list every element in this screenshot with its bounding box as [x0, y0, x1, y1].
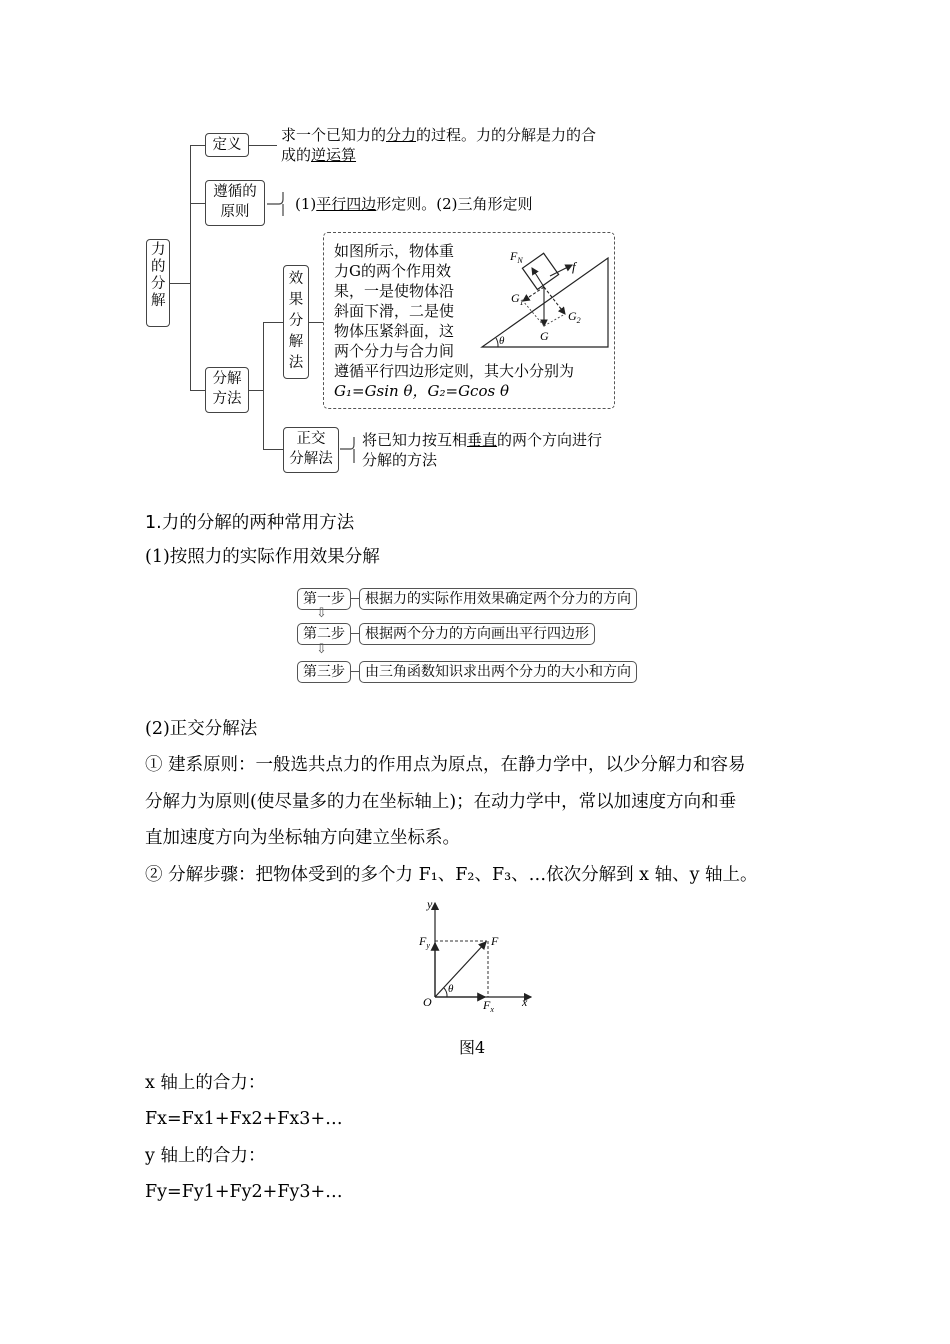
mindmap-principle-box: 遵循的 原则 [205, 180, 265, 226]
section-title: 1.力的分解的两种常用方法 [145, 513, 355, 533]
x-sum-formula: Fx=Fx1+Fx2+Fx3+… [145, 1109, 343, 1129]
svg-text:x: x [522, 995, 528, 1009]
mindmap-methods-box: 分解 方法 [205, 367, 249, 413]
effect-panel-text: 如图所示，物体重 力G的两个作用效 果，一是使物体沿 斜面下滑，二是使 物体压紧斜面，这 两个分力与合力间 遵循平行四边形定则，其大小分别为 G₁=Gsin θ，G₂=Gcos θ [334, 242, 575, 400]
step-3-text: 由三角函数知识求出两个分力的大小和方向 [359, 661, 637, 683]
coordinate-figure [415, 895, 540, 1015]
arrow-down-icon: ⇩ [316, 606, 327, 621]
svg-text:θ: θ [448, 983, 454, 995]
svg-text:θ: θ [499, 335, 505, 347]
svg-text:F: F [491, 934, 499, 948]
mindmap-orthogonal-box: 正交 分解法 [283, 427, 339, 473]
paragraph-principle-l3: 直加速度方向为坐标轴方向建立坐标系。 [145, 828, 460, 848]
subsection-orthogonal: (2)正交分解法 [145, 719, 258, 739]
subsection-effect: (1)按照力的实际作用效果分解 [145, 547, 380, 567]
force-vector [435, 942, 486, 997]
svg-text:G1: $G_1$ [511, 291, 524, 307]
mindmap-effect-box: 效 果 分 解 法 [283, 265, 309, 379]
step-3-label: 第三步 [297, 661, 351, 683]
mindmap-definition-box [205, 133, 249, 157]
paragraph-principle-l1: ① 建系原则：一般选共点力的作用点为原点，在静力学中，以少分解力和容易 [145, 755, 746, 775]
mindmap-definition-text: 求一个已知力的分力的过程。力的分解是力的合 成的逆运算 [281, 126, 597, 164]
step-1-text: 根据力的实际作用效果确定两个分力的方向 [359, 588, 637, 610]
mindmap-definition-label: 定义 [212, 137, 242, 153]
paragraph-principle-l2: 分解力为原则(使尽量多的力在坐标轴上)；在动力学中，常以加速度方向和垂 [145, 792, 737, 812]
svg-text:y: y [427, 897, 433, 911]
mindmap-principle-text: (1)平行四边形定则。(2)三角形定则 [295, 195, 533, 213]
svg-text:f: f [572, 259, 576, 274]
mindmap-orthogonal-text: 将已知力按互相垂直的两个方向进行 分解的方法 [362, 431, 603, 469]
step-2-text: 根据两个分力的方向画出平行四边形 [359, 623, 595, 645]
mindmap-root-label: 力的分解 [151, 242, 166, 309]
paragraph-steps: ② 分解步骤：把物体受到的多个力 F₁、F₂、F₃、…依次分解到 x 轴、y 轴上。 [145, 865, 758, 885]
x-sum-label: x 轴上的合力： [145, 1073, 266, 1093]
step-2-label: 第二步 [297, 623, 351, 645]
figure-caption: 图4 [459, 1038, 486, 1057]
svg-text:FN: $F_N$ [510, 249, 523, 265]
svg-text:G: G [540, 329, 549, 343]
orthogonal-brace [339, 436, 361, 464]
principle-brace [265, 190, 295, 218]
arrow-down-icon: ⇩ [316, 642, 327, 657]
svg-text:O: O [423, 995, 432, 1009]
y-sum-formula: Fy=Fy1+Fy2+Fy3+… [145, 1182, 343, 1202]
svg-text:Fy: $F_y$ [419, 934, 430, 950]
y-sum-label: y 轴上的合力： [145, 1146, 266, 1166]
block [522, 253, 558, 289]
incline-diagram [478, 244, 614, 352]
svg-text:G2: $G_2$ [568, 309, 581, 325]
step-1-label: 第一步 [297, 588, 351, 610]
mindmap-root [146, 239, 170, 327]
svg-text:Fx: $F_x$ [483, 998, 494, 1014]
